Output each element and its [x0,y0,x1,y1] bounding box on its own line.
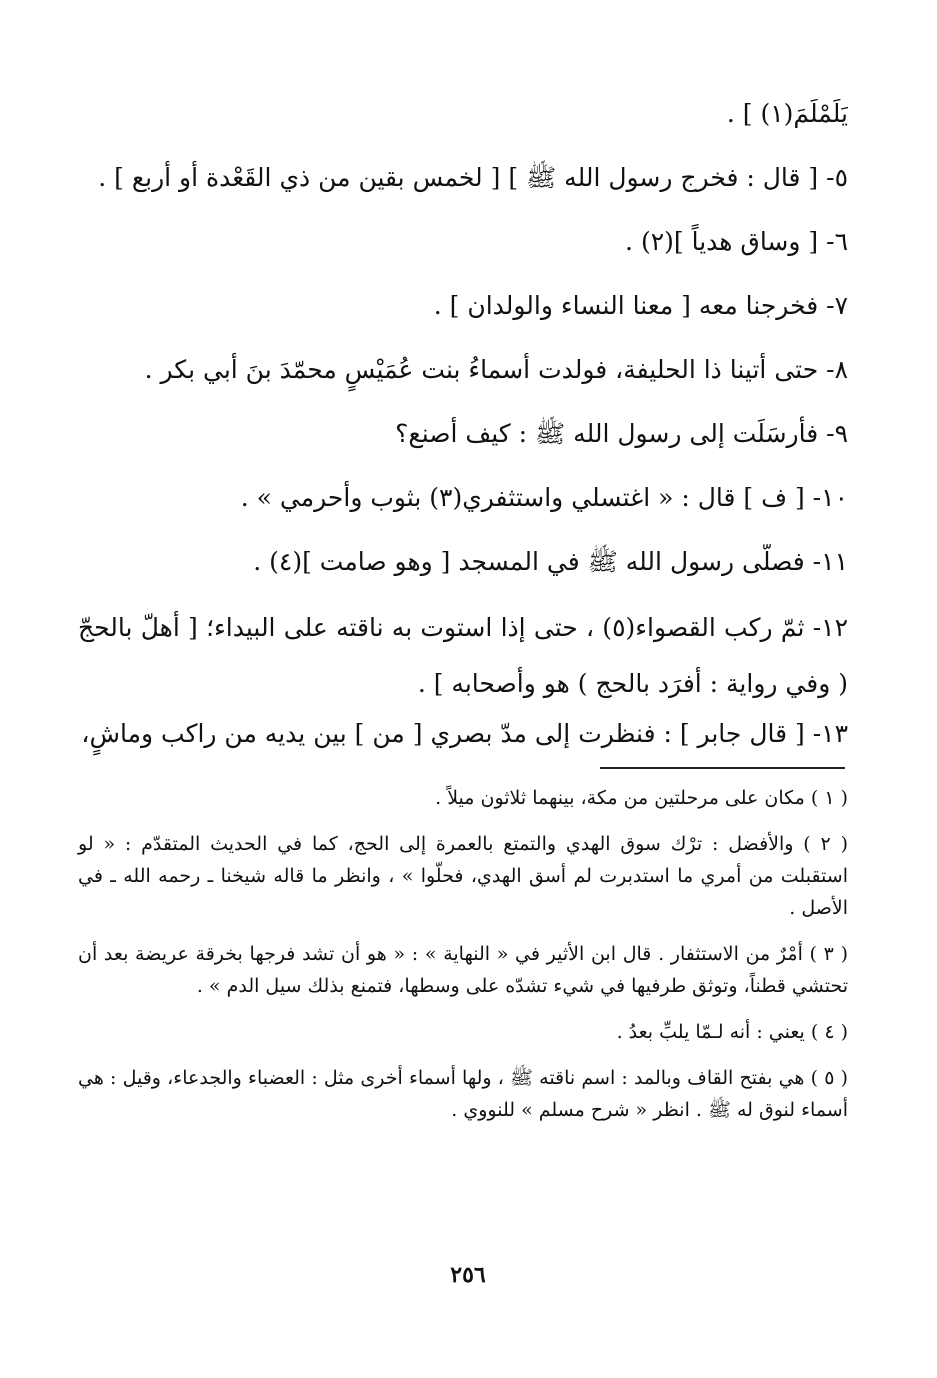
text-line-7: ٧- فخرجنا معه [ معنا النساء والولدان ] . [433,291,848,320]
text-line-5: ٥- [ قال : فخرج رسول الله ﷺ ] [ لخمس بقين من ذي القَعْدة أو أربع ] . [98,163,848,192]
footnote-2: ( ٢ ) والأفضل : ترْك سوق الهدي والتمتع بالعمرة إلى الحج، كما في الحديث المتقدّم : « لو استقبلت من أمري ما استدبرت لم أسق الهدي، فحلّوا » ، وانظر ما قاله شيخنا ـ رحمه الله ـ في الأصل . [78,833,849,919]
text-line-12: ١٢- ثمّ ركب القصواء(٥) ، حتى إذا استوت به ناقته على البيداء؛ [ أهلّ بالحجّ ( وفي رواية : أفرَد بالحج ) هو وأصحابه ] . [78,613,848,698]
text-line-13: ١٣- [ قال جابر ] : فنظرت إلى مدّ بصري [ من ] بين يديه من راكب وماشٍ، [81,719,848,748]
main-text [78,96,848,780]
footnote-5: ( ٥ ) هي بفتح القاف وبالمد : اسم ناقته ﷺ ، ولها أسماء أخرى مثل : العضباء والجدعاء، وقيل : هي أسماء لنوق له ﷺ . انظر « شرح مسلم » للنووي . [78,1067,848,1121]
page-number: ٢٥٦ [450,1262,486,1288]
footnote-1: ( ١ ) مكان على مرحلتين من مكة، بينهما ثلاثون ميلاً . [435,787,848,809]
footnotes [78,782,848,1140]
text-line-1: يَلَمْلَمَ(١) ] . [726,99,848,128]
text-line-11: ١١- فصلّى رسول الله ﷺ في المسجد [ وهو صامت ](٤) . [253,547,848,576]
footnote-separator [600,767,845,769]
text-line-10: ١٠- [ ف ] قال : « اغتسلي واستثفري(٣) بثوب وأحرمي » . [240,483,848,512]
footnote-3: ( ٣ ) أمْرٌ من الاستثفار . قال ابن الأثير في « النهاية » : « هو أن تشد فرجها بخرقة عريضة بعد أن تحتشي قطناً، وتوثق طرفيها في شيء تشدّه على وسطها، فتمنع بذلك سيل الدم » . [78,943,849,997]
text-line-8: ٨- حتى أتينا ذا الحليفة، فولدت أسماءُ بنت عُمَيْسٍ محمّدَ بنَ أبي بكر . [144,355,848,384]
footnote-4: ( ٤ ) يعني : أنه لـمّا يلبِّ بعدُ . [616,1021,848,1043]
text-line-9: ٩- فأرسَلَت إلى رسول الله ﷺ : كيف أصنع؟ [395,419,848,448]
text-line-6: ٦- [ وساق هدياً ](٢) . [625,227,848,256]
